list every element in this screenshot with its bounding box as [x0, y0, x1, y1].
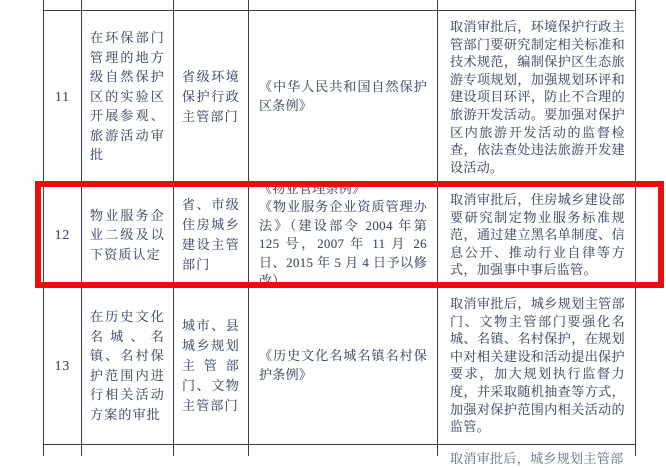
approval-item-text: 在历史文化名城、名镇、名村保护范围内进行相关活动方案的审批 [90, 309, 165, 422]
department-text: 省、市级住房城乡建设主管部门 [182, 197, 240, 272]
legal-basis-text: 《物业管理条例》 [259, 180, 366, 196]
next-row-measures-preview [438, 445, 635, 466]
row-13-measures-cell [438, 287, 635, 444]
row-12-department-cell [174, 183, 248, 287]
row-13-department-cell [174, 287, 248, 444]
row-12-number-cell [44, 183, 81, 287]
supervision-measures-text: 取消审批后，住房城乡建设部要研究制定物业服务标准规范，通过建立黑名单制度、信息公开、推动行业自律等方式，加强事中事后监管。 [450, 192, 625, 278]
row-12-measures-cell [438, 183, 635, 287]
row-11-measures-cell [438, 10, 635, 183]
row-11-basis-cell [249, 10, 437, 183]
supervision-measures-text: 取消审批后，城乡规划主管部门、文物主管部门要强化名城、名镇、名村保护，在规划中对相关建设和活动提出保护要求，加大规划执行监督力度，并采取随机抽查等方式，加强对保护范围内相关活动的监管。 [450, 296, 625, 435]
row-13-item-cell [82, 287, 173, 444]
row-11-department-cell [174, 10, 248, 183]
table-border-line [635, 0, 636, 456]
row-11-item-cell [82, 10, 173, 183]
approval-item-text: 物业服务企业二级及以下资质认定 [90, 207, 165, 262]
supervision-measures-text: 取消审批后，环境保护行政主管部门要研究制定相关标准和技术规范，编制保护区生态旅游专项规划，加强规划环评和建设项目环评，防止不合理的旅游开发活动。要加强对保护区内旅游开发活动的监督检查，依法查处违法旅游开发建设活动。 [450, 19, 625, 175]
legal-basis-text: 《历史文化名城名镇名村保护条例》 [259, 348, 427, 382]
row-12-basis-cell [249, 180, 437, 288]
legal-basis-text: 《物业服务企业资质管理办法》（建设部令 2004 年第 125 号，2007 年 11 月 26 日、2015 年 5 月 4 日予以修改） [259, 199, 427, 288]
row-12-item-cell [82, 183, 173, 287]
row-number: 11 [55, 88, 70, 104]
row-11-number-cell [44, 10, 81, 183]
row-number: 13 [54, 357, 71, 373]
row-number: 12 [54, 227, 71, 242]
department-text: 省级环境保护行政主管部门 [182, 68, 240, 124]
department-text: 城市、县城乡规划主管部门、文物主管部门 [182, 317, 240, 413]
row-13-number-cell [44, 287, 81, 444]
row-13-basis-cell [249, 287, 437, 444]
legal-basis-text: 《中华人民共和国自然保护区条例》 [259, 79, 427, 113]
approval-item-text: 在环保部门管理的地方级自然保护区的实验区开展参观、旅游活动审批 [90, 30, 165, 163]
clipped-text: 取消审批后，城乡规划主管部 [450, 451, 624, 466]
